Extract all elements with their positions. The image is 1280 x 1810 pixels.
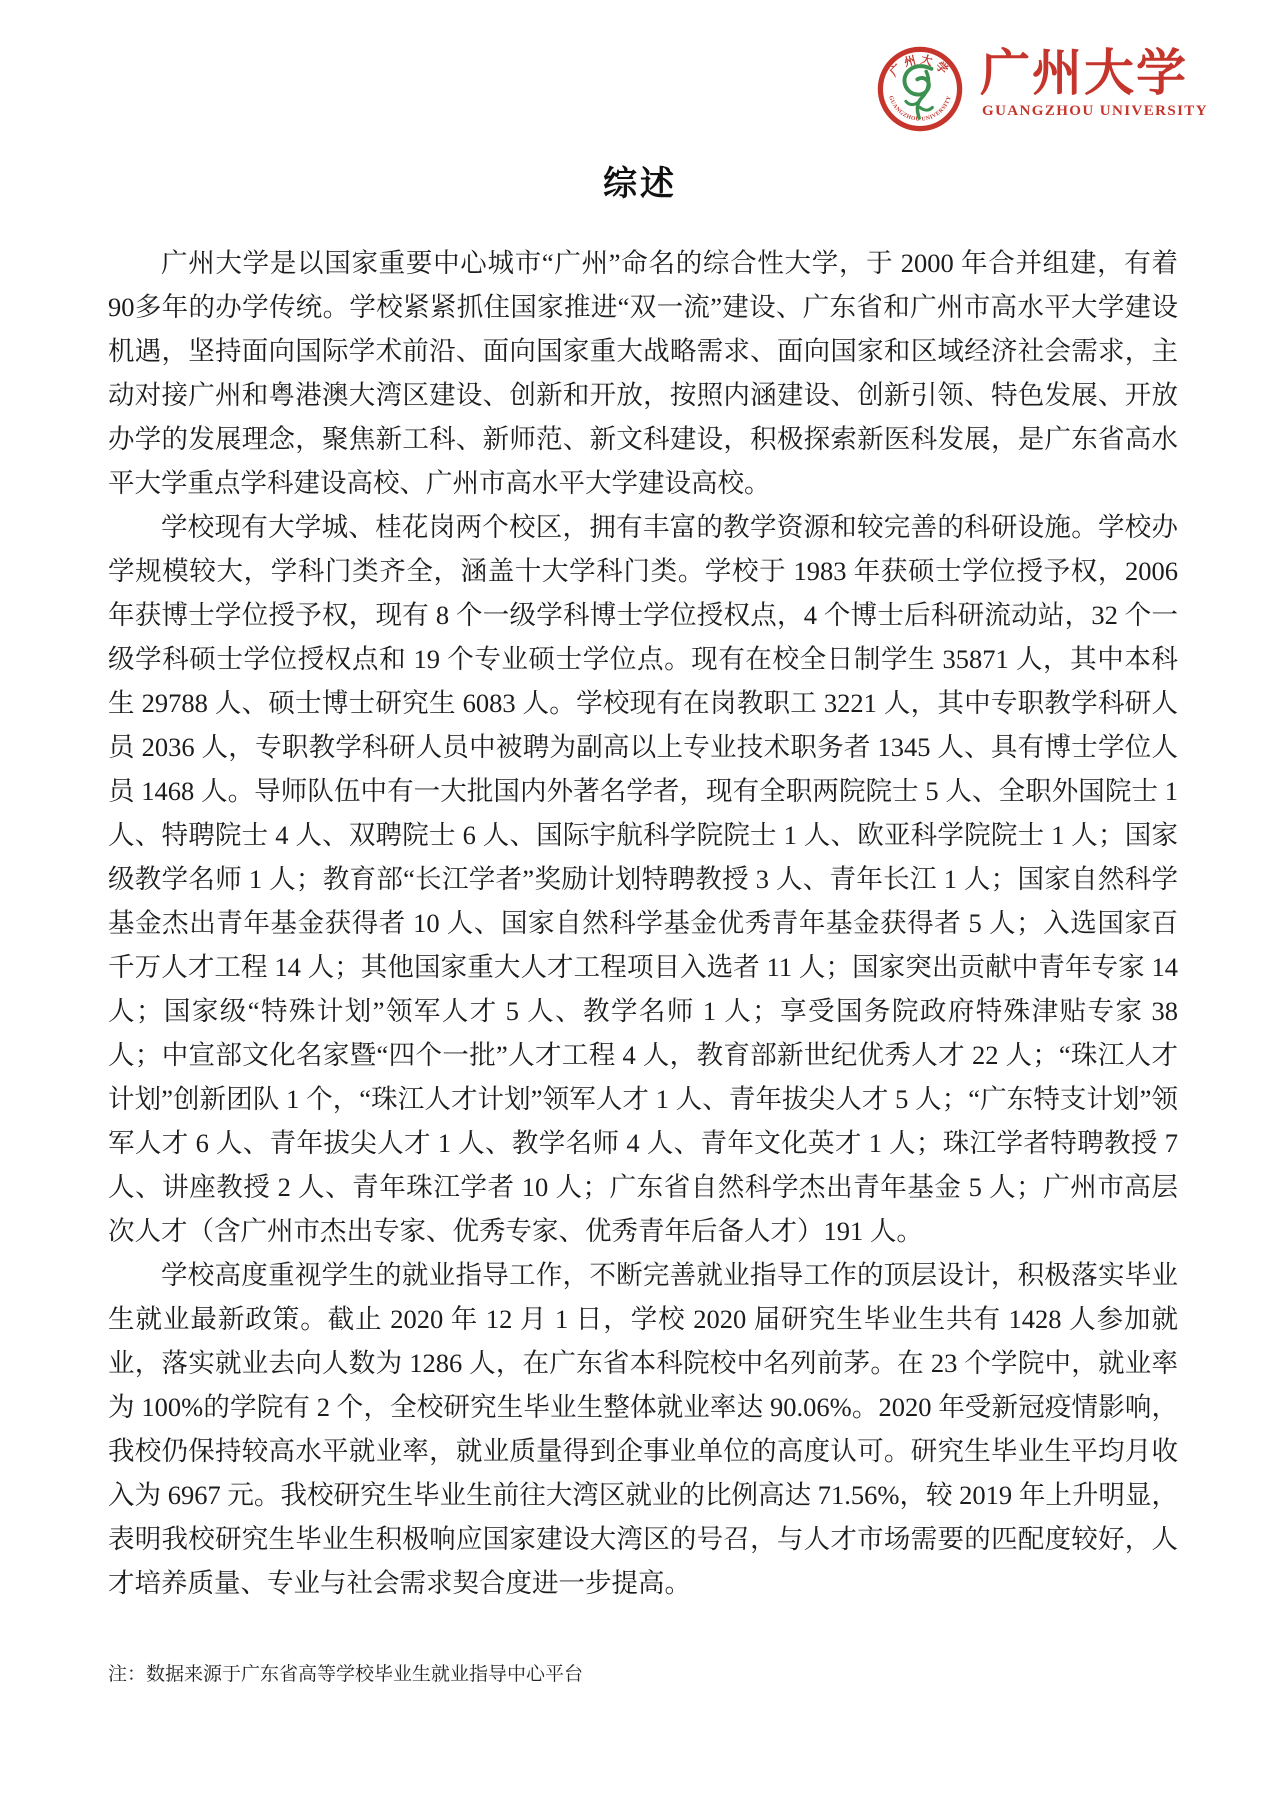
page-title: 综述 bbox=[603, 165, 677, 203]
document-body bbox=[108, 241, 1178, 1605]
paragraph: 学校高度重视学生的就业指导工作，不断完善就业指导工作的顶层设计，积极落实毕业生就业最新政策。截止 2020 年 12 月 1 日，学校 2020 届研究生毕业生共有 1428 人参加就业，落实就业去向人数为 1286 人，在广东省本科院校中名列前茅。在 23 个学院中，就业率为 100%的学院有 2 个，全校研究生毕业生整体就业率达 90.06%。2020 年受新冠疫情影响，我校仍保持较高水平就业率，就业质量得到企事业单位的高度认可。研究生毕业生平均月收入为 6967 元。我校研究生毕业生前往大湾区就业的比例高达 71.56%，较 2019 年上升明显，表明我校研究生毕业生积极响应国家建设大湾区的号召，与人才市场需要的匹配度较好，人才培养质量、专业与社会需求契合度进一步提高。 bbox=[108, 1260, 1178, 1598]
university-seal-icon bbox=[876, 45, 964, 133]
university-name-zh: 广州大学 bbox=[980, 45, 1188, 101]
university-name-en: GUANGZHOU UNIVERSITY bbox=[982, 103, 1208, 119]
footnote: 注：数据来源于广东省高等学校毕业生就业指导中心平台 bbox=[108, 1664, 584, 1685]
paragraph: 广州大学是以国家重要中心城市“广州”命名的综合性大学，于 2000 年合并组建，有着90多年的办学传统。学校紧紧抓住国家推进“双一流”建设、广东省和广州市高水平大学建设机遇，坚持面向国际学术前沿、面向国家重大战略需求、面向国家和区域经济社会需求，主动对接广州和粤港澳大湾区建设、创新和开放，按照内涵建设、创新引领、特色发展、开放办学的发展理念，聚焦新工科、新师范、新文科建设，积极探索新医科发展，是广东省高水平大学重点学科建设高校、广州市高水平大学建设高校。 bbox=[108, 248, 1178, 498]
paragraph: 学校现有大学城、桂花岗两个校区，拥有丰富的教学资源和较完善的科研设施。学校办学规模较大，学科门类齐全，涵盖十大学科门类。学校于 1983 年获硕士学位授予权，2006 年获博士学位授予权，现有 8 个一级学科博士学位授权点，4 个博士后科研流动站，32 个一级学科硕士学位授权点和 19 个专业硕士学位点。现有在校全日制学生 35871 人，其中本科生 29788 人、硕士博士研究生 6083 人。学校现有在岗教职工 3221 人，其中专职教学科研人员 2036 人，专职教学科研人员中被聘为副高以上专业技术职务者 1345 人、具有博士学位人员 1468 人。导师队伍中有一大批国内外著名学者，现有全职两院院士 5 人、全职外国院士 1 人、特聘院士 4 人、双聘院士 6 人、国际宇航科学院院士 1 人、欧亚科学院院士 1 人；国家级教学名师 1 人；教育部“长江学者”奖励计划特聘教授 3 人、青年长江 1 人；国家自然科学基金杰出青年基金获得者 10 人、国家自然科学基金优秀青年基金获得者 5 人；入选国家百千万人才工程 14 人；其他国家重大人才工程项目入选者 11 人；国家突出贡献中青年专家 14 人；国家级“特殊计划”领军人才 5 人、教学名师 1 人；享受国务院政府特殊津贴专家 38 人；中宣部文化名家暨“四个一批”人才工程 4 人，教育部新世纪优秀人才 22 人；“珠江人才计划”创新团队 1 个，“珠江人才计划”领军人才 1 人、青年拔尖人才 5 人；“广东特支计划”领军人才 6 人、青年拔尖人才 1 人、教学名师 4 人、青年文化英才 1 人；珠江学者特聘教授 7 人、讲座教授 2 人、青年珠江学者 10 人；广东省自然科学杰出青年基金 5 人；广州市高层次人才（含广州市杰出专家、优秀专家、优秀青年后备人才）191 人。 bbox=[108, 512, 1178, 1246]
university-logo bbox=[876, 45, 1208, 135]
seal-top-text: 广州大学 bbox=[888, 53, 952, 80]
seal-bottom-text: GUANGZHOU UNIVERSITY bbox=[887, 95, 953, 123]
